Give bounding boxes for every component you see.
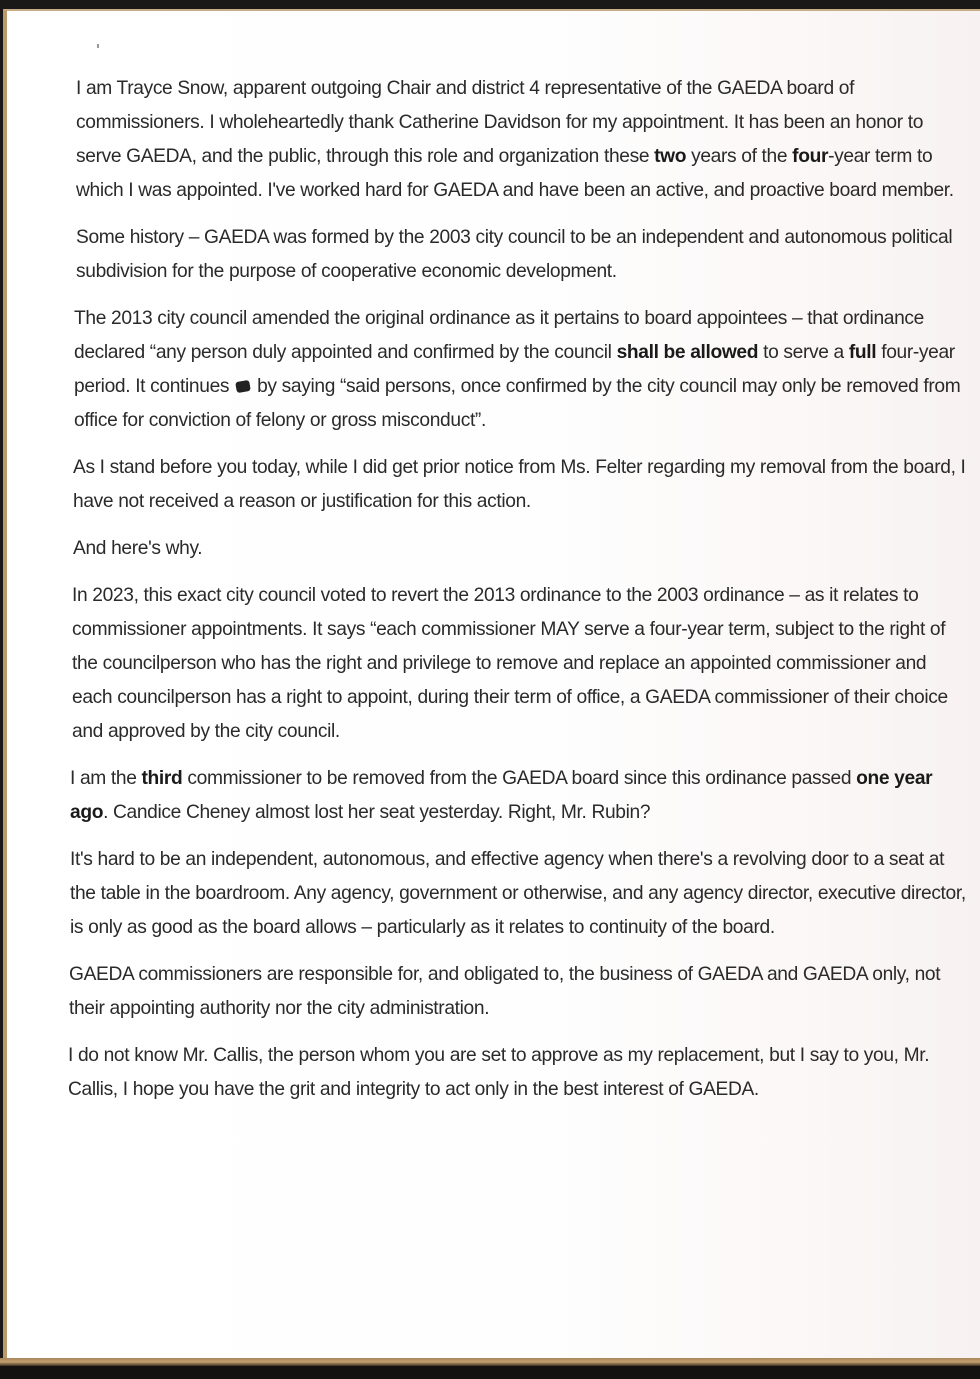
paragraph-heres-why — [73, 532, 971, 566]
emphasized-text: four — [792, 146, 829, 167]
body-text: commissioner to be removed from the GAEDA board since this ordinance passed — [182, 768, 857, 789]
body-text: by saying “said persons, once confirmed by the city council may only be removed from office for conviction of felony or gross misconduct”. — [74, 376, 961, 431]
photo-background-bottom — [0, 1366, 980, 1379]
ink-smudge — [235, 380, 251, 393]
emphasized-text: two — [654, 146, 687, 167]
emphasized-text: one year ago — [70, 768, 933, 823]
body-text: -year term to which I was appointed. I've worked hard for GAEDA and have been an active, and proactive board member. — [76, 146, 954, 201]
paragraph-third-commissioner — [70, 762, 971, 830]
paragraph-closing — [68, 1039, 971, 1107]
body-text: I am the — [70, 768, 142, 789]
body-text: Some history – GAEDA was formed by the 2003 city council to be an independent and autonomous political subdivision for the purpose of cooperative economic development. — [76, 227, 953, 282]
paragraph-2023-revert — [72, 579, 971, 749]
emphasized-text: third — [141, 768, 183, 789]
body-text: . Candice Cheney almost lost her seat yesterday. Right, Mr. Rubin? — [103, 802, 651, 823]
body-text: I am Trayce Snow, apparent outgoing Chair and district 4 representative of the GAEDA board of commissioners. I wholeheartedly thank Catherine Davidson for my appointment. It has been an honor to serve GAEDA, and the public, through this role and organization these — [76, 78, 924, 167]
body-text: In 2023, this exact city council voted to revert the 2013 ordinance to the 2003 ordinance – as it relates to commissioner appointments. It says “each commissioner MAY serve a four-year term, subject to the right of the councilperson who has the right and privilege to remove and replace an appointed commissioner and each councilperson has a right to appoint, during their term of office, a GAEDA commissioner of their choice and approved by the city council. — [72, 585, 948, 742]
paragraph-removal-notice — [73, 451, 971, 519]
body-text: The 2013 city council amended the original ordinance as it pertains to board appointees – that ordinance declared “any person duly appointed and confirmed by the council — [74, 308, 925, 363]
body-text: It's hard to be an independent, autonomous, and effective agency when there's a revolving door to a seat at the table in the boardroom. Any agency, government or otherwise, and any agency director, executive director, is only as good as the board allows – particularly as it relates to continuity of the board. — [70, 849, 966, 938]
paper-speck — [97, 44, 99, 48]
paragraph-2013-ordinance — [74, 302, 971, 438]
body-text: I do not know Mr. Callis, the person whom you are set to approve as my replacement, but I say to you, Mr. Callis, I hope you have the grit and integrity to act only in the best interest of GAEDA. — [68, 1045, 930, 1100]
emphasized-text: shall be allowed — [616, 342, 759, 363]
body-text: years of the — [686, 146, 793, 167]
paragraph-history — [76, 221, 971, 289]
body-text: to serve a — [758, 342, 849, 363]
body-text: GAEDA commissioners are responsible for, and obligated to, the business of GAEDA and GAEDA only, not their appointing authority nor the city administration. — [69, 964, 941, 1019]
body-text: And here's why. — [73, 538, 203, 559]
body-text: As I stand before you today, while I did get prior notice from Ms. Felter regarding my removal from the board, I have not received a reason or justification for this action. — [73, 457, 966, 512]
emphasized-text: full — [848, 342, 877, 363]
paragraph-commissioner-obligations — [69, 958, 971, 1026]
body-text: four-year period. It continues — [74, 342, 955, 397]
paragraph-introduction — [76, 72, 971, 208]
paragraph-revolving-door — [70, 843, 971, 945]
paper-bottom-edge — [0, 1358, 980, 1366]
statement-body — [68, 72, 971, 1120]
